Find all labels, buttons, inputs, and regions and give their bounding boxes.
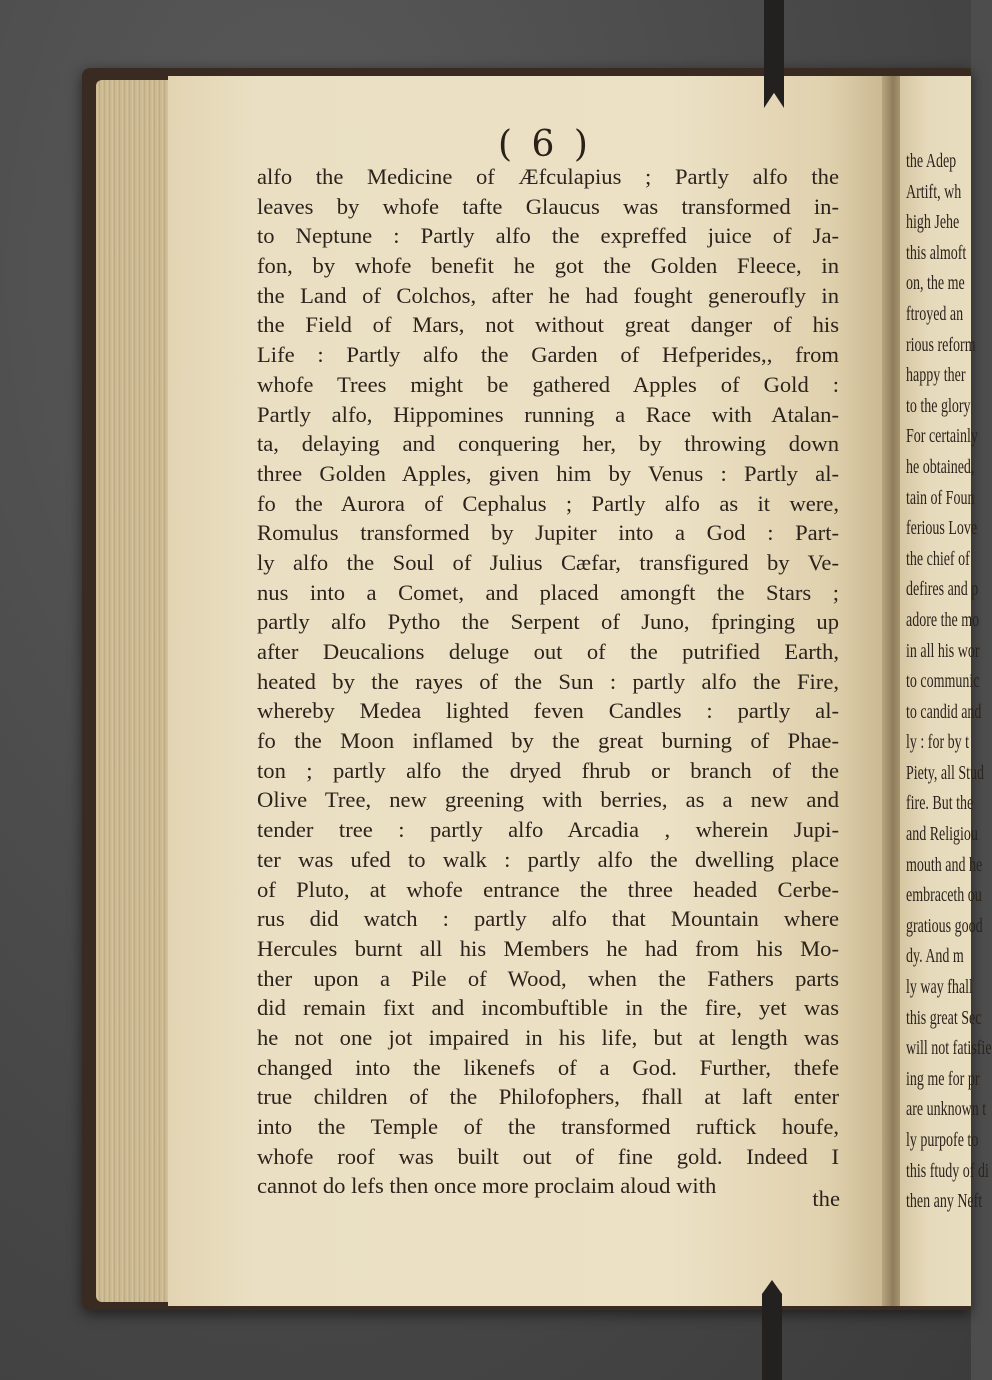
text-line: the Field of Mars, not without great danger of his — [257, 312, 839, 338]
page-edges — [96, 80, 176, 1302]
text-line: the Land of Colchos, after he had fought generoufly in — [257, 282, 839, 308]
catchword: the — [812, 1186, 840, 1211]
page-text — [257, 162, 839, 1201]
text-line: Romulus transformed by Jupiter into a God : Part- — [257, 520, 839, 546]
text-line: leaves by whofe tafte Glaucus was transformed in- — [257, 193, 839, 219]
text-line: ton ; partly alfo the dryed fhrub or branch of the — [257, 757, 839, 783]
facing-text-line: tain of Foun — [906, 486, 975, 509]
text-line: tender tree : partly alfo Arcadia , wherein Jupi- — [257, 817, 839, 843]
facing-text-line: adore the mo — [906, 608, 980, 631]
facing-text-line: ly : for by t — [906, 731, 969, 754]
facing-text-line: ftroyed an — [906, 302, 964, 325]
facing-text-line: embraceth ou — [906, 884, 982, 907]
facing-text-line: Artift, wh — [906, 180, 962, 203]
facing-text-line: and Religiou — [906, 823, 978, 846]
text-line: ta, delaying and conquering her, by throwing down — [257, 431, 839, 457]
facing-text-line: to communic — [906, 670, 980, 693]
page-number: ( 6 ) — [498, 124, 592, 165]
text-line: did remain fixt and incombuftible in the fire, yet was — [257, 995, 839, 1021]
facing-text-line: on, the me — [906, 272, 965, 295]
facing-text-line: fire. But the — [906, 792, 974, 815]
text-line: Life : Partly alfo the Garden of Hefperides,, from — [257, 342, 839, 368]
facing-text-line: happy ther — [906, 364, 966, 387]
text-line: into the Temple of the transformed ruftick houfe, — [257, 1114, 839, 1139]
facing-text-line: rious reform — [906, 333, 976, 356]
text-line: fon, by whofe benefit he got the Golden Fleece, in — [257, 253, 839, 279]
text-line: rus did watch : partly alfo that Mountain where — [257, 906, 839, 932]
text-line: changed into the likenefs of a God. Further, thefe — [257, 1054, 839, 1080]
text-line: alfo the Medicine of Æfculapius ; Partly alfo the — [257, 164, 839, 189]
text-line: Olive Tree, new greening with berries, as a new and — [257, 787, 839, 813]
text-line: partly alfo Pytho the Serpent of Juno, fpringing up — [257, 609, 839, 635]
text-line: Hercules burnt all his Members he had from his Mo- — [257, 935, 839, 961]
facing-text-line: in all his wor — [906, 639, 980, 662]
text-line: Partly alfo, Hippomines running a Race with Atalan- — [257, 401, 839, 427]
text-line: to Neptune : Partly alfo the expreffed juice of Ja- — [257, 223, 839, 249]
text-line: after Deucalions deluge out of the putrified Earth, — [257, 639, 839, 664]
text-line: whofe Trees might be gathered Apples of Gold : — [257, 371, 839, 397]
ribbon-bookmark-top — [764, 0, 784, 108]
text-line: ther upon a Pile of Wood, when the Fathers parts — [257, 965, 839, 991]
text-line: he not one jot impaired in his life, but at length was — [257, 1024, 839, 1050]
facing-text-line: are unknown t — [906, 1098, 987, 1121]
facing-text-line: the Adep — [906, 150, 957, 172]
facing-text-line: to candid and — [906, 700, 982, 723]
text-line: true children of the Philofophers, fhall at laft enter — [257, 1084, 839, 1110]
facing-text-line: this almoft — [906, 241, 967, 264]
text-line: of Pluto, at whofe entrance the three headed Cerbe- — [257, 876, 839, 902]
facing-text-line: ly way fhall — [906, 976, 973, 999]
facing-text-line: mouth and he — [906, 853, 983, 876]
facing-text-line: ferious Love — [906, 517, 978, 540]
facing-text-line: this ftudy of di — [906, 1159, 989, 1182]
text-line: fo the Aurora of Cephalus ; Partly alfo as it were, — [257, 490, 839, 516]
facing-text-line: defires and p — [906, 578, 979, 601]
text-line: three Golden Apples, given him by Venus : Partly al- — [257, 460, 839, 486]
facing-text-line: will not fatisfie — [906, 1037, 992, 1060]
text-line: nus into a Comet, and placed amongft the Stars ; — [257, 579, 839, 605]
facing-text-line: Piety, all Stud — [906, 761, 985, 784]
facing-text-line: he obtained, — [906, 455, 975, 478]
facing-text-line: the chief of — [906, 547, 970, 570]
facing-page-text — [906, 146, 992, 1217]
facing-text-line: For certainly — [906, 425, 978, 448]
facing-text-line: dy. And m — [906, 945, 964, 968]
text-line: cannot do lefs then once more proclaim aloud with — [257, 1173, 717, 1199]
facing-text-line: then any Neft — [906, 1190, 983, 1213]
facing-text-line: to the glory — [906, 394, 971, 417]
text-line: fo the Moon inflamed by the great burning of Phae- — [257, 728, 839, 754]
facing-text-line: ing me for pr — [906, 1067, 980, 1090]
facing-text-line: this great Sec — [906, 1006, 982, 1029]
text-line: whereby Medea lighted feven Candles : partly al- — [257, 698, 839, 724]
facing-text-line: high Jehe — [906, 211, 960, 234]
text-line: ly alfo the Soul of Julius Cæfar, transfigured by Ve- — [257, 549, 839, 575]
ribbon-bookmark-bottom — [762, 1280, 782, 1380]
facing-text-line: gratious good — [906, 914, 983, 937]
text-line: whofe roof was built out of fine gold. Indeed I — [257, 1143, 839, 1169]
text-line: ter was ufed to walk : partly alfo the dwelling place — [257, 846, 839, 872]
text-line: heated by the rayes of the Sun : partly alfo the Fire, — [257, 668, 839, 694]
facing-text-line: ly purpofe to — [906, 1129, 979, 1151]
